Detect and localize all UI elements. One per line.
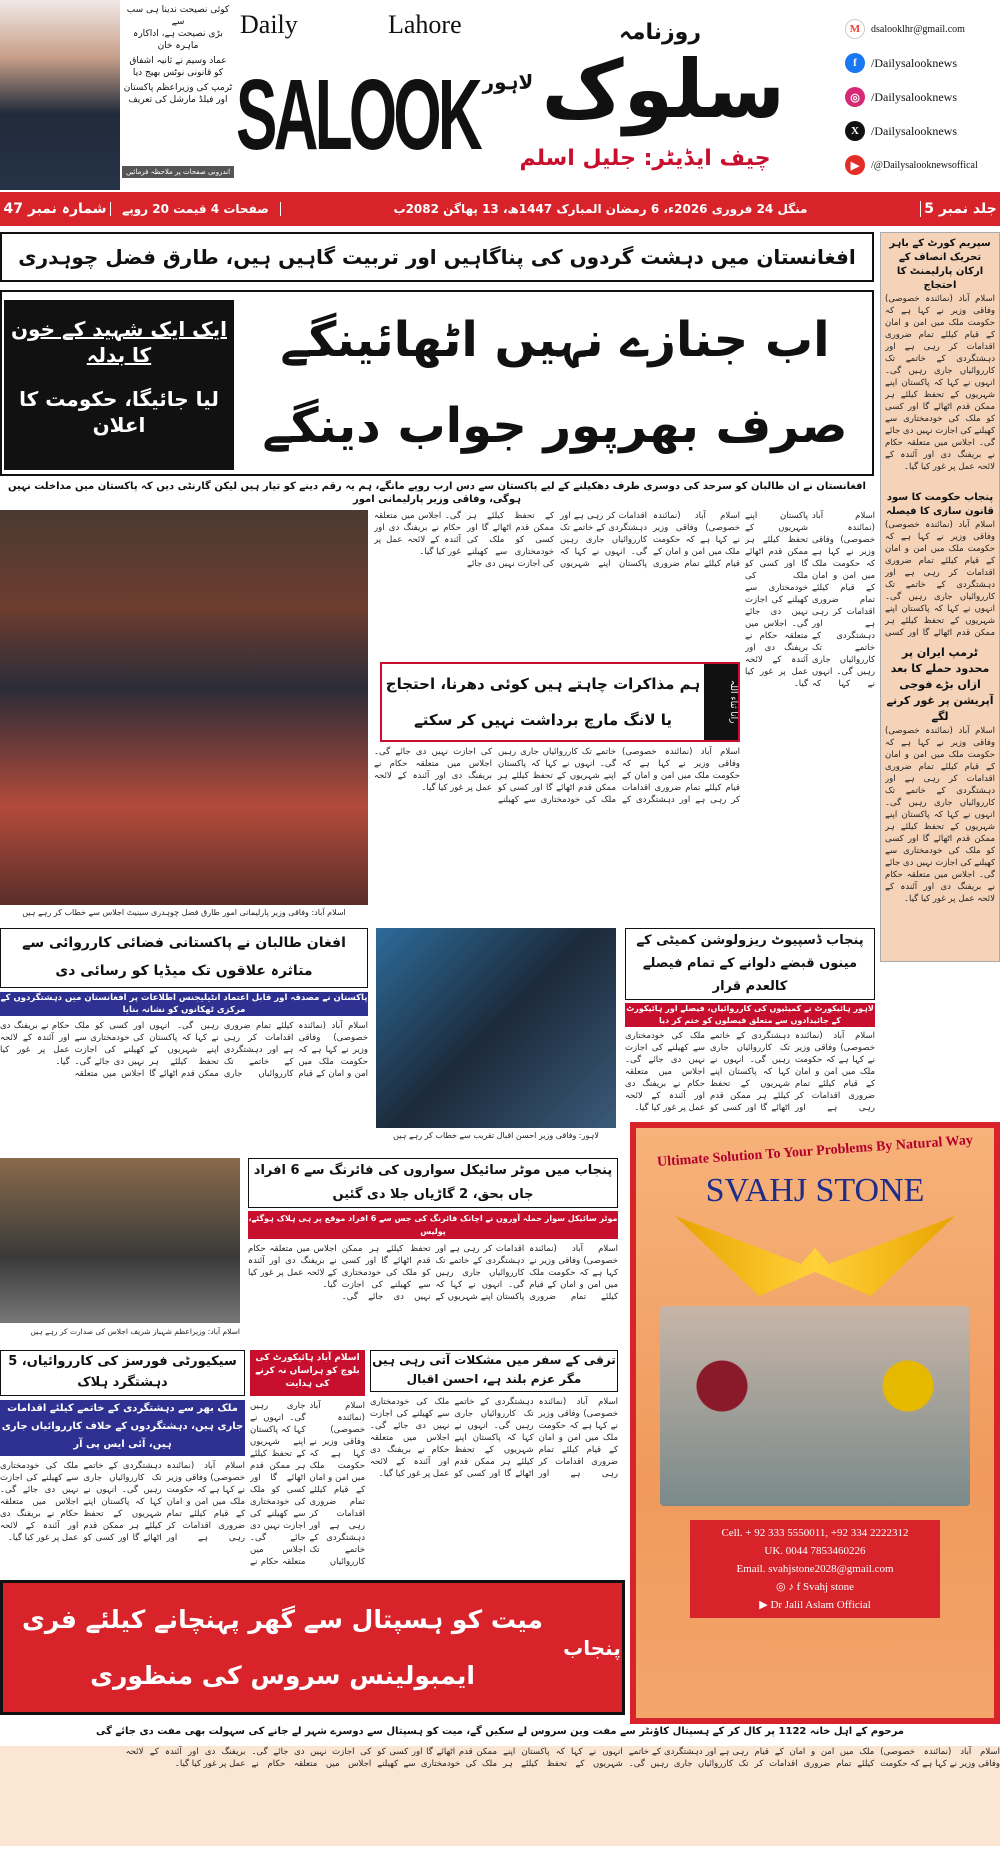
photo-caption: اسلام آباد: وفاقی وزیر پارلیمانی امور طارق فضل چوہدری سینیٹ اجلاس سے خطاب کر رہے ہیں (22, 908, 346, 917)
court-body: اسلام آباد (نمائندہ خصوصی) وفاقی وزیر نے کہا ہے کہ حکومت ملک میں امن و امان کے قیام کیلئے تمام ضروری اقدامات کر رہی ہے اور دہشتگردی کے خاتمے تک کارروائیاں جاری رہیں گی۔ انہوں نے کہا کہ پاکستان اپنے شہریوں کے تحفظ کیلئے ہر ممکن قدم اٹھائے گا اور کسی کو ملک کی خودمختاری سے کھیلنے کی اجازت نہیں دی جائے گی۔ اجلاس میں متعلقہ حکام نے بریفنگ دی اور آئندہ کے لائحہ عمل پر غور کیا گیا۔ (625, 1031, 875, 1113)
pages-price: صفحات 4 قیمت 20 روپے (110, 202, 280, 216)
afghan-sub: پاکستان نے مصدقہ اور قابل اعتماد انٹیلیجنس اطلاعات پر افغانستان میں دہشتگردوں کے مرکزی ٹھکانوں کو نشانہ بنایا (0, 993, 368, 1015)
daily-label: Daily (240, 10, 298, 39)
youtube-icon: ▶ (759, 1599, 768, 1611)
ad-tagline: Ultimate Solution To Your Problems By Natural Way (656, 1132, 974, 1171)
ad-contact-box (690, 1520, 940, 1618)
wings-logo (675, 1216, 955, 1296)
sidebar (880, 232, 1000, 962)
meeting-caption: اسلام آباد: وزیراعظم شہباز شریف اجلاس کی صدارت کر رہے ہیں (30, 1327, 240, 1336)
security-headline: سیکیورٹی فورسز کی کارروائیاں، 5 دہشتگرد ہلاک (0, 1350, 245, 1396)
lead-headline: اب جنازے نہیں اٹھائینگے (280, 312, 830, 368)
teaser-line: اور فیلڈ مارشل کی تعریف (128, 95, 228, 105)
youtube-link[interactable]: ▶ /@Dailysalooknewsoffical (845, 150, 998, 180)
lead-side-line: ایک ایک شہید کے خون کا بدلہ (10, 317, 227, 367)
issue-number: شمارہ نمبر 47 (3, 201, 107, 217)
ad-uk: UK. 0044 7853460226 (764, 1545, 866, 1557)
ambulance-tag: پنجاب (563, 1635, 621, 1660)
islamabad-body: اسلام آباد (نمائندہ خصوصی) وفاقی وزیر نے کہا ہے کہ حکومت ملک میں امن و امان کے قیام کیلئے تمام ضروری اقدامات کر رہی ہے اور دہشتگردی کے خاتمے تک کارروائیاں جاری رہیں گی۔ انہوں نے کہا کہ پاکستان اپنے شہریوں کے تحفظ کیلئے ہر ممکن قدم اٹھائے گا اور کسی کو ملک کی خودمختاری سے کھیلنے کی اجازت نہیں دی جائے گی۔ اجلاس میں متعلقہ حکام نے (250, 1401, 365, 1567)
afghan-body: اسلام آباد (نمائندہ خصوصی) وفاقی وزیر نے کہا ہے کہ حکومت ملک میں امن و امان کے قیام کیلئے تمام ضروری اقدامات کر رہی ہے اور دہشتگردی کے خاتمے تک کارروائیاں جاری رہیں گی۔ انہوں نے کہا کہ پاکستان اپنے شہریوں کے تحفظ کیلئے ہر ممکن قدم اٹھائے گا اور کسی کو ملک کی خودمختاری سے کھیلنے کی اجازت نہیں دی جائے گی۔ اجلاس میں متعلقہ حکام نے بریفنگ دی اور آئندہ کے لائحہ عمل پر غور کیا گیا۔ (0, 1021, 368, 1079)
afghan-headline: افغان طالبان نے پاکستانی فضائی کارروائی سے متاثرہ علاقوں تک میڈیا کو رسائی دی (0, 928, 368, 988)
teaser-tag: اندرونی صفحات پر ملاحظہ فرمائیں (122, 166, 234, 178)
firing-sub: موٹر سائیکل سوار حملہ آوروں نے اچانک فائرنگ کی جس سے 6 افراد موقع پر ہی ہلاک ہوگئے، پولیس (248, 1211, 618, 1239)
sidebar-text: اسلام آباد (نمائندہ خصوصی) وفاقی وزیر نے کہا ہے کہ حکومت ملک میں امن و امان کے قیام کیلئے تمام ضروری اقدامات کر رہی ہے اور دہشتگردی کے خاتمے تک کارروائیاں جاری رہیں گی۔ انہوں نے کہا کہ پاکستان اپنے شہریوں کے تحفظ کیلئے ہر ممکن قدم اٹھائے گا اور کسی (885, 520, 995, 638)
ahsan-caption: لاہور: وفاقی وزیر احسن اقبال تقریب سے خطاب کر رہے ہیں (393, 1131, 599, 1140)
teaser-line: کوئی نصیحت ندینا ہی سب سے (126, 5, 230, 27)
lead-headline: صرف بھرپور جواب دینگے (262, 398, 848, 454)
teaser-line: عماد وسیم نے ثانیہ اشفاق (129, 56, 227, 66)
senate-photo (0, 510, 368, 905)
teaser-photo (0, 0, 120, 190)
ahsan-headline: ترقی کے سفر میں مشکلات آتی رہی ہیں مگر عزم بلند ہے، احسن اقبال (370, 1350, 618, 1392)
instagram-icon: ◎ (845, 87, 865, 107)
ahsan-body: اسلام آباد (نمائندہ خصوصی) وفاقی وزیر نے کہا ہے کہ حکومت ملک میں امن و امان کے قیام کیلئے تمام ضروری اقدامات کر رہی ہے اور دہشتگردی کے خاتمے تک کارروائیاں جاری رہیں گی۔ انہوں نے کہا کہ پاکستان اپنے شہریوں کے تحفظ کیلئے ہر ممکن قدم اٹھائے گا اور کسی کو ملک کی خودمختاری سے کھیلنے کی اجازت نہیں دی جائے گی۔ اجلاس میں متعلقہ حکام نے بریفنگ دی اور آئندہ کے لائحہ عمل پر غور کیا گیا۔ (370, 1397, 618, 1479)
tiktok-icon: ♪ (788, 1581, 794, 1593)
email-link[interactable]: M dsalooklhr@gmail.com (845, 14, 998, 44)
top-banner: افغانستان میں دہشت گردوں کی پناگاہیں اور تربیت گاہیں ہیں، طارق فضل چوہدری (0, 232, 874, 282)
lead-subheadline: افغانستان نے ان طالبان کو سرحد کی دوسری طرف دھکیلنے کے لیے پاکستان سے دس ارب روپے مانگے، ہم یہ رقم دینے کو تیار ہیں لیکن گارنٹی دیں کہ پاکستان میں مداخلت نہیں ہوگی، وفاقی وزیر پارلیمانی امور (8, 481, 866, 505)
ad-cell: Cell. + 92 333 5550011, +92 334 2222312 (721, 1527, 909, 1539)
rana-headline: ہم مذاکرات چاہتے ہیں کوئی دھرنا، احتجاج یا لانگ مارچ برداشت نہیں کر سکتے (385, 675, 701, 729)
court-headline: پنجاب ڈسپیوٹ ریزولوشن کمیٹی کے مینوں قبضے دلوانے کے تمام فیصلے کالعدم قرار (625, 928, 875, 1000)
lead-side-line: لیا جائیگا، حکومت کا اعلان (19, 387, 219, 437)
teaser-line: ٹرمپ کی وزیراعظم پاکستان (123, 83, 233, 93)
instagram-icon: ◎ (775, 1581, 786, 1593)
meeting-photo (0, 1158, 240, 1323)
ambulance-headline: میت کو ہسپتال سے گھر پہنچانے کیلئے فری ایمبولینس سروس کی منظوری (21, 1604, 543, 1690)
firing-body: اسلام آباد (نمائندہ خصوصی) وفاقی وزیر نے کہا ہے کہ حکومت ملک میں امن و امان کے قیام کیلئے تمام ضروری اقدامات کر رہی ہے اور دہشتگردی کے خاتمے تک کارروائیاں جاری رہیں گی۔ انہوں نے کہا کہ پاکستان اپنے شہریوں کے تحفظ کیلئے ہر ممکن قدم اٹھائے گا اور کسی کو ملک کی خودمختاری سے کھیلنے کی اجازت نہیں دی جائے گی۔ اجلاس میں متعلقہ حکام نے بریفنگ دی اور آئندہ کے لائحہ عمل پر غور کیا گیا۔ (248, 1244, 618, 1302)
x-icon: X (845, 121, 865, 141)
ad-youtube: ▶ Dr Jalil Aslam Official (759, 1599, 871, 1611)
lahore-label: Lahore (388, 10, 462, 39)
sidebar-headline: ٹرمپ ایران پر محدود حملے کا بعد ازاں بڑے فوجی آپریشن پر غور کرنے لگے (886, 646, 994, 723)
chief-editor: چیف ایڈیٹر: جلیل اسلم (519, 146, 771, 171)
logo-urdu: سلوک (541, 43, 785, 136)
date-line: منگل 24 فروری 2026ء، 6 رمضان المبارک 1447ھ، 13 پھاگن 2082ب (280, 202, 920, 216)
logo-urdu-city: لاہور (482, 70, 534, 94)
sidebar-text: اسلام آباد (نمائندہ خصوصی) وفاقی وزیر نے کہا ہے کہ حکومت ملک میں امن و امان کے قیام کیلئے تمام ضروری اقدامات کر رہی ہے اور دہشتگردی کے خاتمے تک کارروائیاں جاری رہیں گی۔ انہوں نے کہا کہ پاکستان اپنے شہریوں کے تحفظ کیلئے ہر ممکن قدم اٹھائے گا اور کسی کو ملک کی خودمختاری سے کھیلنے کی اجازت نہیں دی جائے گی۔ اجلاس میں متعلقہ حکام نے بریفنگ دی اور آئندہ کے لائحہ عمل پر غور کیا گیا۔ (885, 294, 995, 472)
gmail-icon: M (845, 19, 865, 39)
lead-body: اسلام آباد (نمائندہ خصوصی) وفاقی وزیر نے کہا ہے کہ حکومت ملک میں امن و امان کے قیام کیلئے تمام ضروری اقدامات کر رہی ہے اور دہشتگردی کے خاتمے تک کارروائیاں جاری رہیں گی۔ انہوں نے کہا کہ پاکستان اپنے شہریوں کے تحفظ کیلئے ہر ممکن قدم اٹھائے گا اور کسی کو ملک کی خودمختاری سے کھیلنے کی اجازت نہیں دی جائے گی۔ اجلاس میں متعلقہ حکام نے بریفنگ دی اور آئندہ کے لائحہ عمل پر غور کیا گیا۔ (745, 511, 875, 689)
logo-english: SALOOK (236, 59, 479, 171)
logo-urdu-prefix: روزنامہ (618, 20, 702, 45)
social-links (845, 14, 998, 180)
rana-box (380, 662, 740, 742)
ahsan-photo (376, 928, 616, 1128)
security-sub: ملک بھر سے دہشتگردی کے خاتمے کیلئے اقدامات جاری ہیں، دہشتگردوں کے خلاف کارروائیاں جاری ہیں، آئی ایس پی آر (0, 1400, 245, 1456)
date-bar (0, 192, 1000, 226)
ambulance-body: اسلام آباد (نمائندہ خصوصی) وفاقی وزیر نے کہا ہے کہ حکومت ملک میں امن و امان کے قیام کیلئے تمام ضروری اقدامات کر رہی ہے اور دہشتگردی کے خاتمے تک کارروائیاں جاری رہیں گی۔ انہوں نے کہا کہ پاکستان اپنے شہریوں کے تحفظ کیلئے ہر ممکن قدم اٹھائے گا اور کسی کو ملک کی خودمختاری سے کھیلنے کی اجازت نہیں دی جائے گی۔ اجلاس میں متعلقہ حکام نے بریفنگ دی اور آئندہ کے لائحہ عمل پر غور کیا گیا۔ (0, 1746, 1000, 1846)
rana-tag: رانا ثناء اللہ (704, 664, 738, 740)
rings-photo (660, 1306, 970, 1506)
teaser-column (122, 4, 234, 162)
sidebar-headline: سپریم کورٹ کے باہر تحریک انصاف کے ارکان پارلیمنٹ کا احتجاج (889, 238, 991, 291)
lead-body: اسلام آباد (نمائندہ خصوصی) وفاقی وزیر نے کہا ہے کہ حکومت ملک میں امن و امان کے قیام کیلئے تمام ضروری اقدامات کر رہی ہے اور دہشتگردی کے خاتمے تک کارروائیاں جاری رہیں گی۔ انہوں نے کہا کہ پاکستان اپنے شہریوں کے تحفظ کیلئے ہر ممکن قدم اٹھائے گا اور کسی کو ملک کی خودمختاری سے کھیلنے کی اجازت نہیں دی جائے گی۔ اجلاس میں متعلقہ حکام نے بریفنگ دی اور آئندہ کے لائحہ عمل پر غور کیا گیا۔ (374, 511, 740, 569)
sidebar-text: اسلام آباد (نمائندہ خصوصی) وفاقی وزیر نے کہا ہے کہ حکومت ملک میں امن و امان کے قیام کیلئے تمام ضروری اقدامات کر رہی ہے اور دہشتگردی کے خاتمے تک کارروائیاں جاری رہیں گی۔ انہوں نے کہا کہ پاکستان اپنے شہریوں کے تحفظ کیلئے ہر ممکن قدم اٹھائے گا اور کسی کو ملک کی خودمختاری سے کھیلنے کی اجازت نہیں دی جائے گی۔ اجلاس میں متعلقہ حکام نے بریفنگ دی اور آئندہ کے لائحہ عمل پر غور کیا گیا۔ (885, 726, 995, 904)
instagram-link[interactable]: ◎ /Dailysalooknews (845, 82, 998, 112)
teaser-line: کو قانونی نوٹس بھیج دیا (132, 68, 224, 78)
facebook-icon: f (845, 53, 865, 73)
volume-number: جلد نمبر 5 (920, 201, 1000, 217)
ambulance-box (0, 1580, 625, 1715)
teaser-line: بڑی نصیحت ہے، اداکارہ ماہرہ خان (133, 29, 223, 51)
facebook-link[interactable]: f /Dailysalooknews (845, 48, 998, 78)
islamabad-headline: اسلام آباد ہائیکورٹ کی بلوچ کو ہراساں نہ کرنے کی ہدایت (250, 1350, 365, 1396)
security-body: اسلام آباد (نمائندہ خصوصی) وفاقی وزیر نے کہا ہے کہ حکومت ملک میں امن و امان کے قیام کیلئے تمام ضروری اقدامات کر رہی ہے اور دہشتگردی کے خاتمے تک کارروائیاں جاری رہیں گی۔ انہوں نے کہا کہ پاکستان اپنے شہریوں کے تحفظ کیلئے ہر ممکن قدم اٹھائے گا اور کسی کو ملک کی خودمختاری سے کھیلنے کی اجازت نہیں دی جائے گی۔ اجلاس میں متعلقہ حکام نے بریفنگ دی اور آئندہ کے لائحہ عمل پر غور کیا گیا۔ (0, 1461, 245, 1543)
rana-body: اسلام آباد (نمائندہ خصوصی) وفاقی وزیر نے کہا ہے کہ حکومت ملک میں امن و امان کے قیام کیلئے تمام ضروری اقدامات کر رہی ہے اور دہشتگردی کے خاتمے تک کارروائیاں جاری رہیں گی۔ انہوں نے کہا کہ پاکستان اپنے شہریوں کے تحفظ کیلئے ہر ممکن قدم اٹھائے گا اور کسی کو ملک کی خودمختاری سے کھیلنے کی اجازت نہیں دی جائے گی۔ اجلاس میں متعلقہ حکام نے بریفنگ دی اور آئندہ کے لائحہ عمل پر غور کیا گیا۔ (374, 747, 740, 805)
lead-side-box (4, 300, 234, 470)
youtube-icon: ▶ (845, 155, 865, 175)
court-sub: لاہور ہائیکورٹ نے کمیٹیوں کی کارروائیاں، فیصلے اور ہائیکورٹ کے جائیدادوں سے متعلق فیصلوں کو ختم کر دیا (626, 1004, 874, 1025)
sidebar-headline: پنجاب حکومت کا سود قانون سازی کا فیصلہ (886, 492, 994, 517)
ad-brand: SVAHJ STONE (705, 1172, 925, 1209)
ad-email: Email. svahjstone2028@gmail.com (736, 1563, 894, 1575)
facebook-icon: f (796, 1581, 801, 1593)
svahj-stone-ad (630, 1122, 1000, 1724)
ad-social: ◎ ♪ f Svahj stone (775, 1581, 855, 1593)
ambulance-sub: مرحوم کے اہل خانہ 1122 پر کال کر کے ہسپتال کاؤنٹر سے مفت وین سروس لے سکیں گے، میت کو ہسپتال سے دوسرے شہر لے جانے کی سہولت بھی مفت دی جائے گی (96, 1726, 904, 1737)
x-link[interactable]: X /Dailysalooknews (845, 116, 998, 146)
firing-headline: پنجاب میں موٹر سائیکل سواروں کی فائرنگ سے 6 افراد جاں بحق، 2 گاڑیاں جلا دی گئیں (248, 1158, 618, 1208)
